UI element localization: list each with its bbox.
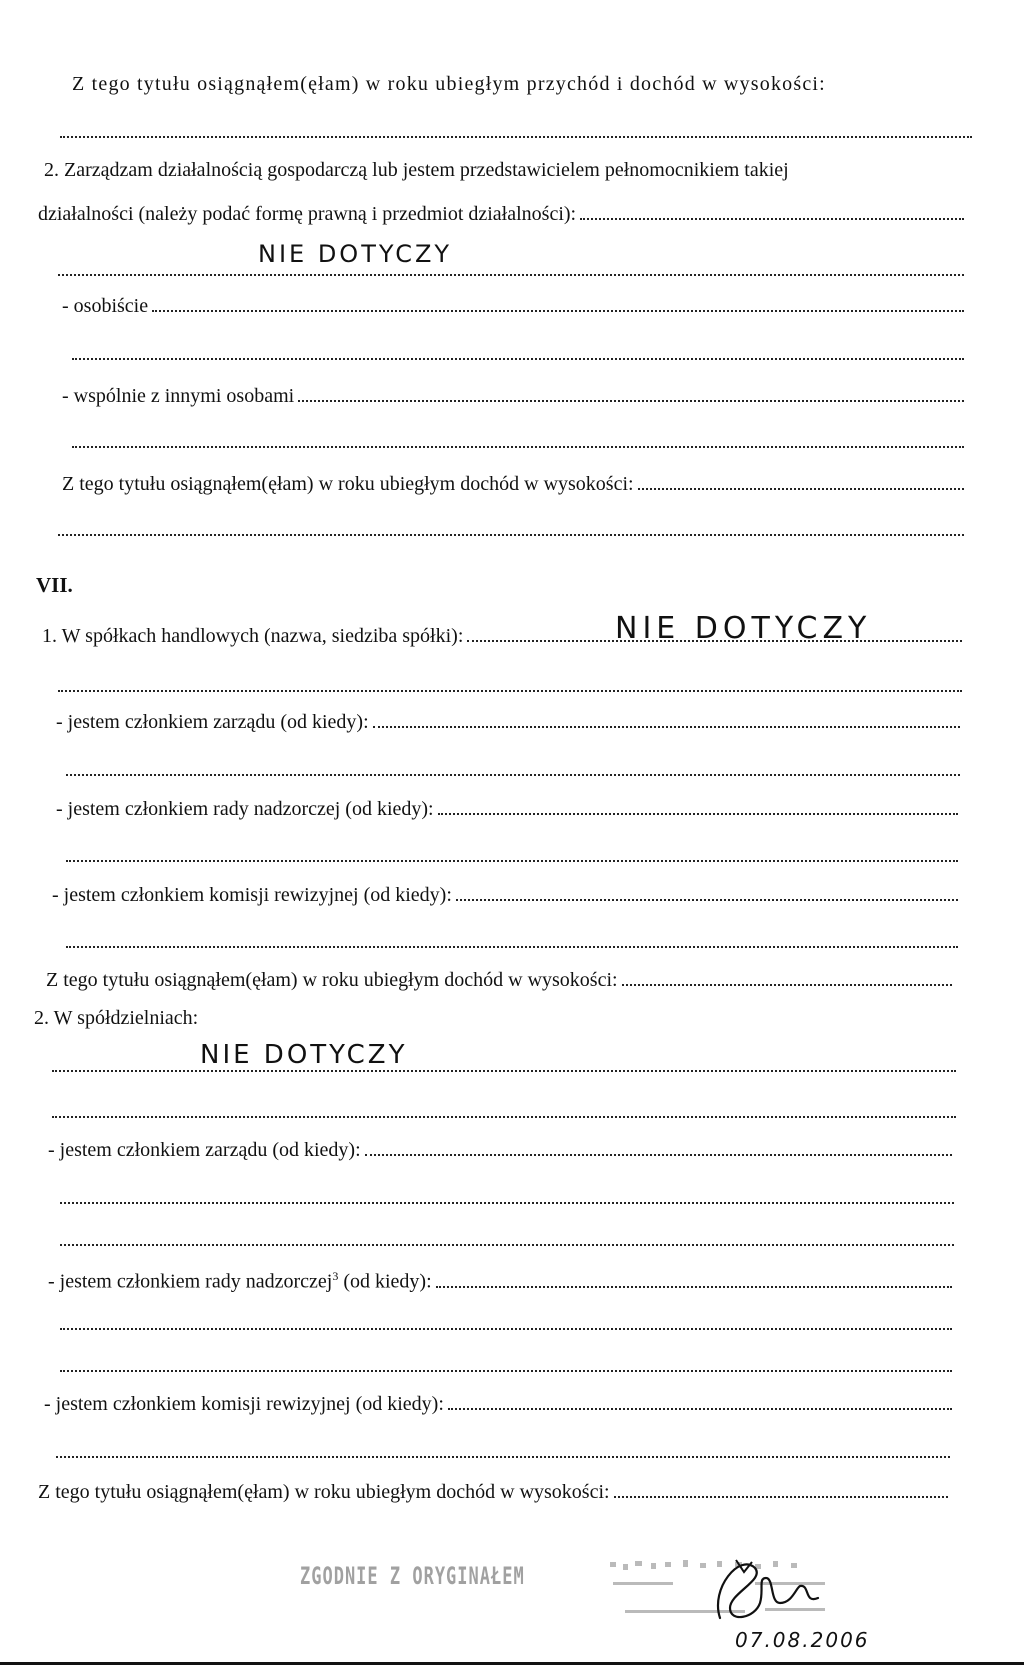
audit-committee-row [52, 881, 958, 907]
answer-dotted-line [60, 1202, 954, 1204]
companies-label: 1. W spółkach handlowych (nazwa, siedziba spółki): [42, 625, 464, 647]
coop-income-line-dots [614, 1478, 948, 1498]
income-line-6-text: Z tego tytułu osiągnąłem(ęłam) w roku ubiegłym dochód w wysokości: [62, 473, 634, 495]
income-line-revenue-text: Z tego tytułu osiągnąłem(ęłam) w roku ubiegłym przychód i dochód w wysokości: [72, 73, 826, 95]
answer-dotted-line [60, 1328, 952, 1330]
coop-audit-committee-row [44, 1390, 952, 1416]
answer-dotted-line [52, 1116, 956, 1118]
coop-supervisory-board-label [48, 1264, 432, 1294]
handwritten-answer: NIE DOTYCZY [200, 1040, 408, 1070]
signature-icon [700, 1548, 830, 1628]
management-board-label: - jestem członkiem zarządu (od kiedy): [56, 711, 369, 733]
answer-dotted-line [72, 358, 964, 360]
answer-dotted-line [60, 136, 972, 138]
coop-income-line [38, 1478, 948, 1504]
signature-date: 07.08.2006 [735, 1628, 870, 1652]
income-line-revenue [72, 72, 972, 96]
audit-committee-dots [456, 881, 958, 901]
answer-dotted-line [52, 1070, 956, 1072]
item2-line2 [38, 200, 964, 226]
coop-supervisory-board-suffix: (od kiedy): [338, 1270, 432, 1293]
answer-dotted-line [58, 690, 962, 692]
income-line-6 [62, 470, 964, 496]
personally-row [62, 292, 964, 318]
jointly-row [62, 382, 964, 408]
coop-management-board-dots [365, 1136, 952, 1156]
cooperatives-label: 2. W spółdzielniach: [34, 1007, 199, 1029]
answer-dotted-line [56, 1456, 950, 1458]
supervisory-board-row [56, 795, 958, 821]
income-line-7-1-dots [622, 966, 952, 986]
supervisory-board-dots [438, 795, 958, 815]
answer-dotted-line [66, 860, 958, 862]
answer-dotted-line [66, 946, 958, 948]
bottom-border [0, 1662, 1024, 1665]
cooperatives-row [34, 1006, 434, 1030]
answer-dotted-line [60, 1370, 952, 1372]
handwritten-answer: NIE DOTYCZY [258, 240, 453, 268]
management-board-row [56, 708, 960, 734]
income-line-6-dots [638, 470, 964, 490]
item2-line2-text: działalności (należy podać formę prawną i przedmiot działalności): [38, 203, 577, 225]
item2-line1-text: 2. Zarządzam działalnością gospodarczą lub jestem przedstawicielem pełnomocnikiem takiej [44, 159, 789, 181]
coop-audit-committee-label: - jestem członkiem komisji rewizyjnej (od kiedy): [44, 1393, 444, 1415]
supervisory-board-label: - jestem członkiem rady nadzorczej (od kiedy): [56, 798, 434, 820]
personally-dots [152, 292, 964, 312]
coop-supervisory-board-row [48, 1264, 952, 1294]
answer-dotted-line [66, 774, 960, 776]
item2-line1 [44, 158, 974, 182]
coop-management-board-row [48, 1136, 952, 1162]
section-heading: VII. [36, 573, 73, 597]
coop-audit-committee-dots [448, 1390, 952, 1410]
coop-income-line-text: Z tego tytułu osiągnąłem(ęłam) w roku ubiegłym dochód w wysokości: [38, 1481, 610, 1503]
management-board-dots [373, 708, 960, 728]
personally-label: - osobiście [62, 295, 149, 317]
answer-dotted-line [58, 534, 964, 536]
coop-management-board-label: - jestem członkiem zarządu (od kiedy): [48, 1139, 361, 1161]
answer-dotted-line [58, 274, 964, 276]
item2-dots [580, 200, 964, 220]
handwritten-answer: NIE DOTYCZY [615, 611, 872, 646]
coop-supervisory-board-dots [436, 1268, 952, 1288]
income-line-7-1 [46, 966, 952, 992]
jointly-dots [298, 382, 964, 402]
answer-dotted-line [60, 1244, 954, 1246]
footnote-marker: 3 [332, 1269, 339, 1283]
answer-dotted-line [72, 446, 964, 448]
audit-committee-label: - jestem członkiem komisji rewizyjnej (od kiedy): [52, 884, 452, 906]
jointly-label: - wspólnie z innymi osobami [62, 385, 295, 407]
coop-supervisory-board-text: - jestem członkiem rady nadzorczej [48, 1270, 333, 1293]
income-line-7-1-text: Z tego tytułu osiągnąłem(ęłam) w roku ubiegłym dochód w wysokości: [46, 969, 618, 991]
certified-copy-stamp: ZGODNIE Z ORYGINAŁEM [300, 1563, 525, 1591]
